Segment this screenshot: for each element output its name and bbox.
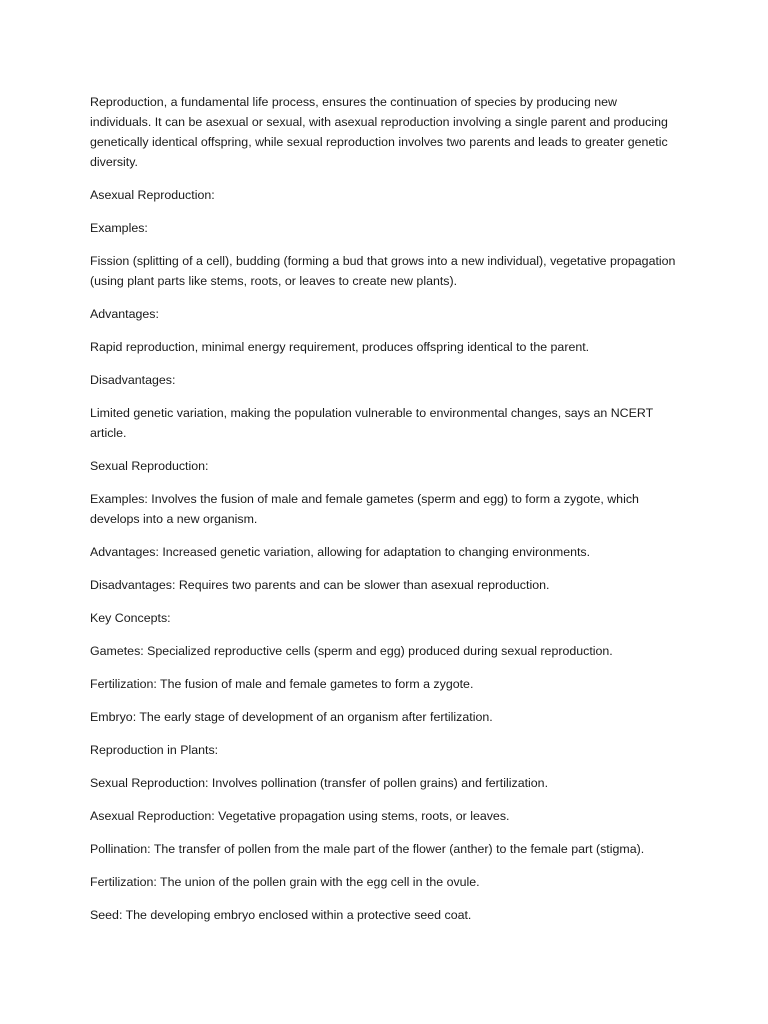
- asexual-advantages-text: Rapid reproduction, minimal energy requirement, produces offspring identical to the parent.: [90, 340, 590, 354]
- intro-paragraph: Reproduction, a fundamental life process, ensures the continuation of species by producing new individuals. It can be asexual or sexual, with asexual reproduction involving a single parent and producing genetically identical offspring, while sexual reproduction involves two parents and leads to greater genetic diversity.: [90, 95, 668, 169]
- heading-sexual-reproduction: Sexual Reproduction:: [90, 459, 209, 473]
- concept-fertilization: Fertilization: The fusion of male and female gametes to form a zygote.: [90, 677, 474, 691]
- concept-gametes: Gametes: Specialized reproductive cells (sperm and egg) produced during sexual reproduction.: [90, 644, 613, 658]
- label-examples: Examples:: [90, 221, 148, 235]
- heading-key-concepts: Key Concepts:: [90, 611, 171, 625]
- asexual-examples-text: Fission (splitting of a cell), budding (forming a bud that grows into a new individual), vegetative propagation (using plant parts like stems, roots, or leaves to create new plants).: [90, 254, 676, 288]
- sexual-disadvantages-text: Disadvantages: Requires two parents and can be slower than asexual reproduction.: [90, 578, 550, 592]
- plants-asexual-reproduction: Asexual Reproduction: Vegetative propagation using stems, roots, or leaves.: [90, 809, 510, 823]
- plants-fertilization: Fertilization: The union of the pollen grain with the egg cell in the ovule.: [90, 875, 480, 889]
- document-body: [90, 92, 680, 938]
- plants-seed: Seed: The developing embryo enclosed within a protective seed coat.: [90, 908, 472, 922]
- sexual-examples-text: Examples: Involves the fusion of male and female gametes (sperm and egg) to form a zygote, which develops into a new organism.: [90, 492, 639, 526]
- heading-reproduction-in-plants: Reproduction in Plants:: [90, 743, 219, 757]
- plants-pollination: Pollination: The transfer of pollen from the male part of the flower (anther) to the female part (stigma).: [90, 842, 645, 856]
- label-advantages: Advantages:: [90, 307, 159, 321]
- sexual-advantages-text: Advantages: Increased genetic variation, allowing for adaptation to changing environments.: [90, 545, 591, 559]
- asexual-disadvantages-text: Limited genetic variation, making the population vulnerable to environmental changes, says an NCERT article.: [90, 406, 653, 440]
- concept-embryo: Embryo: The early stage of development of an organism after fertilization.: [90, 710, 493, 724]
- plants-sexual-reproduction: Sexual Reproduction: Involves pollination (transfer of pollen grains) and fertilization.: [90, 776, 549, 790]
- heading-asexual-reproduction: Asexual Reproduction:: [90, 188, 215, 202]
- label-disadvantages: Disadvantages:: [90, 373, 176, 387]
